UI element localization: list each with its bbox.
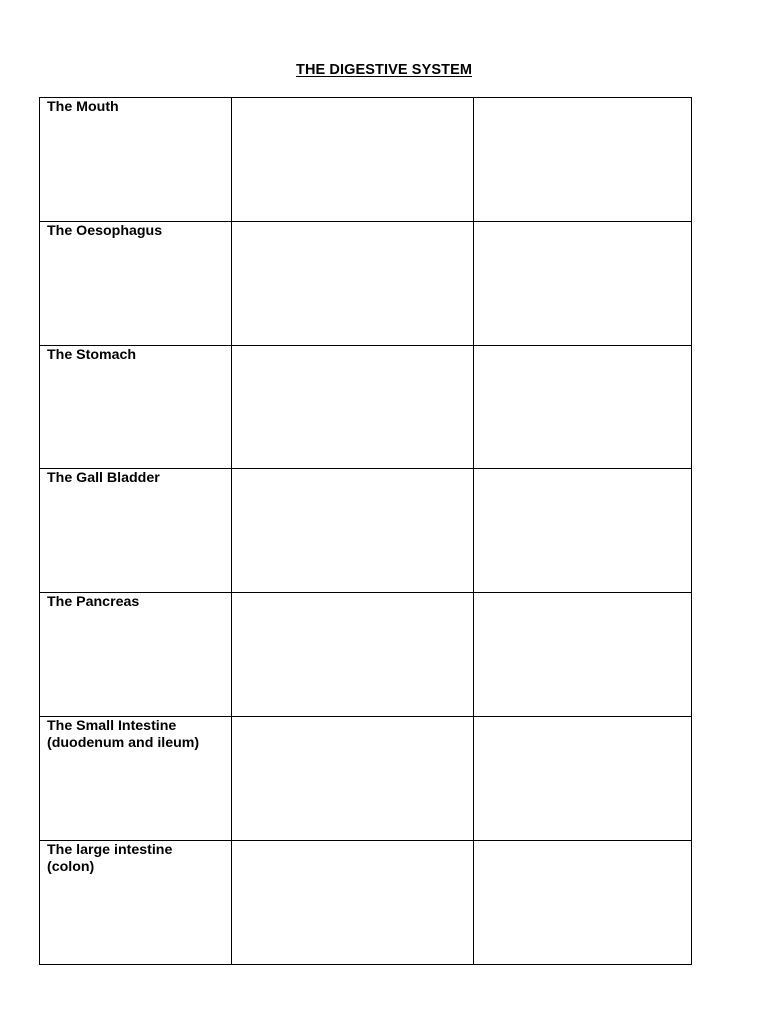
organ-cell [40,221,232,345]
organ-label-oesophagus: The Oesophagus [47,222,163,239]
organ-label-pancreas: The Pancreas [47,594,140,611]
blank-cell [474,221,692,345]
blank-cell [474,469,692,593]
organ-cell [40,98,232,222]
organ-cell [40,716,232,840]
organ-label-gall-bladder: The Gall Bladder [47,470,160,487]
blank-cell [232,469,474,593]
table-row [40,840,692,964]
organ-label-large-intestine: The large intestine (colon) [47,841,173,876]
organ-label-stomach: The Stomach [47,346,137,363]
blank-cell [232,98,474,222]
blank-cell [232,716,474,840]
organ-label-mouth: The Mouth [47,99,119,115]
blank-cell [474,716,692,840]
table-row [40,716,692,840]
table-row [40,98,692,222]
blank-cell [474,593,692,717]
blank-cell [474,840,692,964]
organ-cell [40,469,232,593]
table-row [40,345,692,469]
blank-cell [232,840,474,964]
table-row [40,221,692,345]
organ-cell [40,345,232,469]
blank-cell [232,221,474,345]
table-row [40,469,692,593]
blank-cell [232,345,474,469]
digestive-system-table [39,97,692,965]
table-row [40,593,692,717]
organ-cell [40,593,232,717]
organ-cell [40,840,232,964]
blank-cell [474,345,692,469]
page-title: THE DIGESTIVE SYSTEM [295,62,473,78]
blank-cell [474,98,692,222]
blank-cell [232,593,474,717]
organ-label-small-intestine: The Small Intestine (duodenum and ileum) [47,717,200,752]
